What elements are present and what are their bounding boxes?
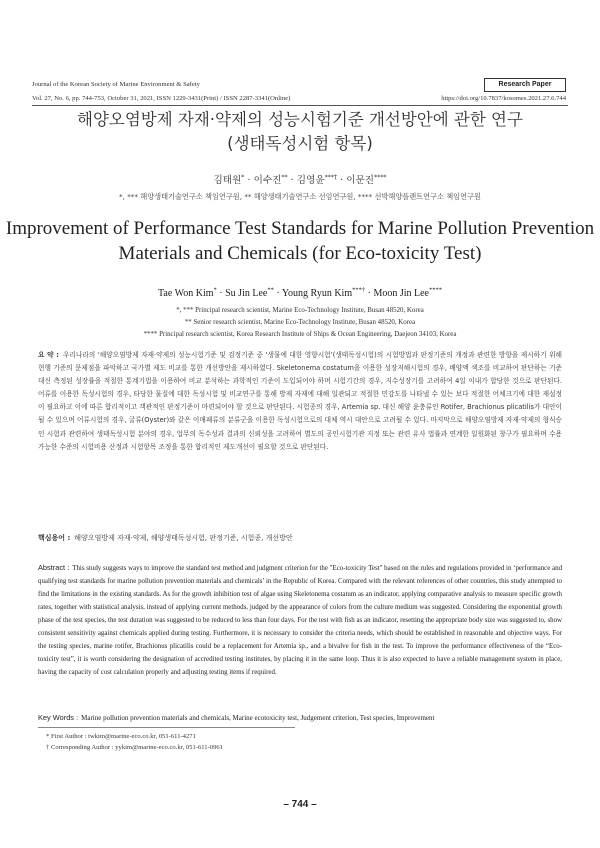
author-mark: **** bbox=[429, 286, 442, 294]
author-name: Tae Won Kim bbox=[158, 288, 214, 299]
english-abstract-label: Abstract : bbox=[38, 563, 70, 572]
english-affiliation-1: *, *** Principal research scientist, Marine Eco-Technology Institute, Busan 48520, Korea bbox=[176, 307, 424, 314]
author-name: 김태원 bbox=[213, 175, 242, 186]
english-title-line2: Materials and Chemicals (for Eco-toxicity Test) bbox=[118, 243, 482, 264]
author-name: 김영윤 bbox=[296, 175, 325, 186]
english-keywords-label: Key Words : bbox=[38, 713, 79, 722]
author-separator: · bbox=[219, 288, 223, 299]
korean-subtitle: (생태독성시험 항목) bbox=[227, 134, 373, 153]
korean-abstract-label: 요 약 : bbox=[38, 351, 59, 359]
korean-affiliation: *, *** 해양생태기술연구소 책임연구원, ** 해양생태기술연구소 선임연구원, **** 선박해양플랜트연구소 책임연구원 bbox=[119, 192, 481, 201]
korean-keywords-text: 해양오염방제 자재·약제, 해양생태독성시험, 판정기준, 시험종, 개선방안 bbox=[74, 534, 293, 542]
first-author-footnote: * First Author : twkim@marine-eco.co.kr, 051-611-4271 bbox=[46, 733, 196, 740]
footnote-rule bbox=[38, 727, 295, 728]
english-abstract bbox=[38, 561, 562, 679]
english-authors bbox=[0, 288, 600, 299]
korean-abstract bbox=[38, 349, 562, 454]
doi-link[interactable]: https://doi.org/10.7837/kosomes.2021.27.6.744 bbox=[441, 95, 566, 102]
author-separator: · bbox=[276, 288, 280, 299]
corresponding-author-footnote: † Corresponding Author : yykim@marine-eco.co.kr, 051-611-0961 bbox=[46, 744, 223, 751]
author-name: Su Jin Lee bbox=[225, 288, 268, 299]
korean-authors bbox=[0, 172, 600, 186]
author-name: 이수진 bbox=[253, 175, 282, 186]
journal-name: Journal of the Korean Society of Marine Environment & Safety bbox=[32, 81, 200, 88]
author-mark: ** bbox=[267, 286, 274, 294]
volume-issn-line: Vol. 27, No. 6, pp. 744-753, October 31, 2021, ISSN 1229-3431(Print) / ISSN 2287-3341(Online) bbox=[32, 95, 291, 102]
author-name: Young Ryun Kim bbox=[281, 288, 353, 299]
english-title: Improvement of Performance Test Standards for Marine Pollution Prevention bbox=[5, 218, 595, 239]
author-name: 이문진 bbox=[346, 175, 375, 186]
english-affiliation-2: ** Senior research scientist, Marine Eco-Technology Institute, Busan 48520, Korea bbox=[184, 319, 416, 326]
english-keywords bbox=[38, 713, 562, 722]
english-keywords-text: Marine pollution prevention materials and chemicals, Marine ecotoxicity test, Judgement criterion, Test species, Improvement bbox=[81, 714, 435, 722]
author-mark: ***† bbox=[352, 286, 366, 294]
korean-keywords bbox=[38, 533, 562, 543]
author-mark: * bbox=[213, 286, 217, 294]
korean-keywords-label: 핵심용어 : bbox=[38, 534, 71, 542]
research-paper-badge: Research Paper bbox=[484, 78, 566, 92]
author-mark: ***† bbox=[324, 173, 338, 181]
author-mark: ** bbox=[281, 173, 288, 181]
author-name: Moon Jin Lee bbox=[373, 288, 429, 299]
english-affiliation-3: **** Principal research scientist, Korea Research Institute of Ships & Ocean Engineering, Daejeon 34103, Korea bbox=[143, 331, 457, 338]
english-abstract-text: This study suggests ways to improve the standard test method and judgment criterion for the "Eco-toxicity Test" based on the rules and regulations provided in ‘performance and qualifying test standards for marine pollution prevention materials and chemicals’ in the Republic of Korea. Compared with the relevant references of other countries, this study attempted to find the limitations in the existing standards. As for the growth inhibition test of algae using Skeletonema costatum as an indicator, applying comparative analysis to measure specific growth rates, together with statistical analysis, instead of applying current methods, judged by the appearance of colors from the culture medium was suggested. Considering the exponential growth phase of the test species, the test duration was suggested to be reduced to less than four days. For the test with fish as an indicator, resetting the appropriate body size was suggested to, show consistent sensitivity against chemicals applied during testing. Furthermore, it is necessary to consider the criteria needs, which should be established in reasonable and objective ways. For the testing species, marine rotifer, Brachionus plicatilis could be a replacement for Artemia sp., and a bivalve for fish in the test. To improve the performance effectiveness of the “Eco-toxicity test”, it is worth considering the designation of accredited testing institutes, by placing it in the same loop. Thus it is also expected to have a reliable management system in place, having the capacity of cost calculation properly and adjusting testing items if required. bbox=[38, 565, 563, 677]
korean-abstract-text: 우리나라의 ‘해양오염방제 자재·약제의 성능시험기준 및 검정기준 중 ‘생물에 대한 영향시험’(생태독성시험)의 시험방법과 판정기준의 개정과 관련한 방향을 제시하기 위해 현행 기준의 문제점을 파악하고 국가별 제도 비교를 통한 개선방안을 제시하였다. Skeletonema costatum을 이용한 성장저해시험의 경우, 배양액 색조를 비교하여 판단하는 기준 대신 측정된 성장률을 적절한 통계기법을 이용하여 비교 분석하는 과학적인 기준이 도입되어야 하며 시험기간의 경우, 지수성장기를 고려하여 4일 이내가 합당한 것으로 판단된다. 어류를 이용한 독성시험의 경우, 타당한 물질에 대한 독성시험 및 비교연구를 통해 방제 자재에 대해 일관되고 적절한 민감도를 나타낼 수 있는 보다 적절한 어체크기에 대한 재설정이 필요하고 이에 따른 합리적이고 객관적인 판정기준이 마련되어야 할 것으로 판단된다. 시험종의 경우, Artemia sp. 대신 해양 윤충류인 Rotifer, Brachionus plicatilis가 대안이 될 수 있으며 어류시험의 경우, 굴류(Oyster)와 같은 이매패류의 분류군을 이용한 독성시험으로의 대체 역시 대안으로 고려될 수 있다. 마지막으로 해양오염방제 자재·약제의 형식승인 시험과 관련하여 생태독성시험 분야의 경우, 업무의 독수성과 결과의 신뢰성을 고려하여 별도의 공인시험기관 지정 또는 관련 유사 법률과 연계한 일원화된 창구가 필요하며 수용가능한 수준의 시험비용 산정과 시험항목 조정을 통한 합리적인 제도개선이 필요할 것으로 판단된다. bbox=[38, 351, 562, 451]
author-mark: **** bbox=[374, 173, 387, 181]
page-number: – 744 – bbox=[283, 799, 317, 810]
author-separator: · bbox=[290, 175, 294, 186]
author-separator: · bbox=[367, 288, 371, 299]
author-separator: · bbox=[340, 175, 344, 186]
korean-title: 해양오염방제 자재·약제의 성능시험기준 개선방안에 관한 연구 bbox=[77, 110, 523, 129]
author-separator: · bbox=[247, 175, 251, 186]
author-mark: * bbox=[241, 173, 245, 181]
